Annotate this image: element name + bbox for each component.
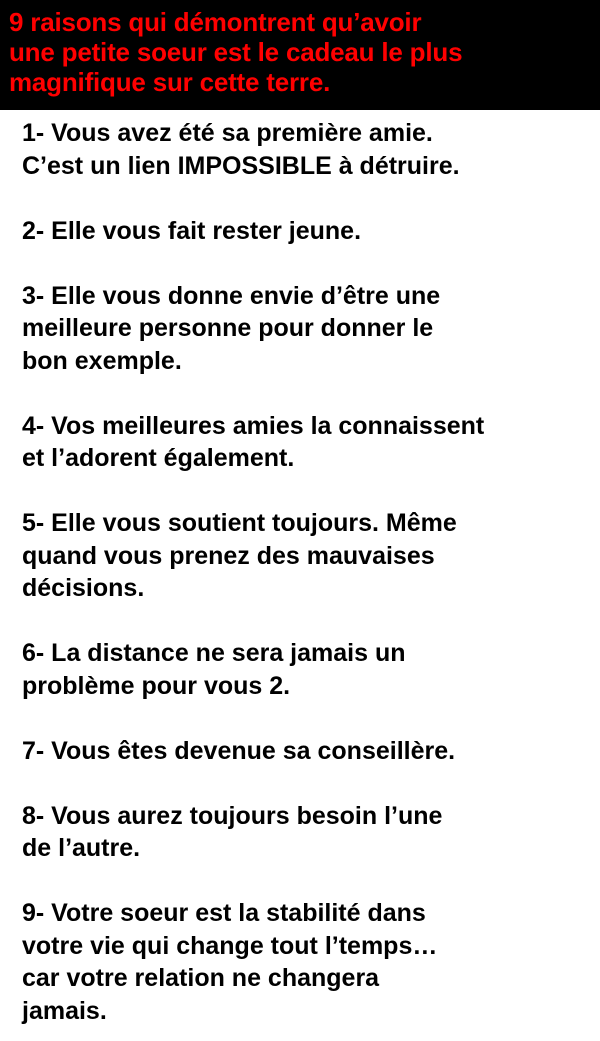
reason-line: car votre relation ne changera: [22, 964, 380, 992]
reason-line: 7- Vous êtes devenue sa conseillère.: [22, 736, 456, 765]
title-line: une petite soeur est le cadeau le plus: [9, 37, 463, 67]
list-item-reason-6: [22, 637, 600, 702]
reasons-list: [22, 117, 600, 1027]
page-title: [9, 7, 594, 97]
reason-line: meilleure personne pour donner le: [22, 314, 434, 342]
reason-line: 4- Vos meilleures amies la connaissent: [22, 411, 485, 440]
reason-line: 2- Elle vous fait rester jeune.: [22, 216, 362, 245]
list-item-reason-5: [22, 507, 600, 605]
list-item-reason-2: [22, 215, 600, 248]
list-item-reason-3: [22, 280, 600, 378]
reason-line: bon exemple.: [22, 346, 182, 375]
reason-line: 9- Votre soeur est la stabilité dans: [22, 899, 426, 927]
list-item-reason-7: [22, 735, 600, 768]
reason-line: C’est un lien IMPOSSIBLE à détruire.: [22, 151, 460, 180]
title-banner: [0, 0, 600, 110]
reason-line: votre vie qui change tout l’temps…: [22, 931, 438, 960]
reason-line: jamais.: [22, 996, 107, 1025]
list-item-reason-1: [22, 117, 600, 182]
reason-line: 6- La distance ne sera jamais un: [22, 639, 406, 667]
reason-line: 3- Elle vous donne envie d’être une: [22, 281, 441, 310]
list-item-reason-4: [22, 410, 600, 475]
title-line: magnifique sur cette terre.: [9, 67, 331, 97]
reason-line: et l’adorent également.: [22, 444, 295, 472]
reason-line: quand vous prenez des mauvaises: [22, 541, 435, 570]
reason-line: 5- Elle vous soutient toujours. Même: [22, 509, 457, 537]
reason-line: de l’autre.: [22, 834, 141, 862]
list-item-reason-8: [22, 800, 600, 865]
reason-line: 1- Vous avez été sa première amie.: [22, 119, 433, 147]
reason-line: problème pour vous 2.: [22, 671, 291, 700]
title-line: 9 raisons qui démontrent qu’avoir: [9, 7, 422, 37]
reason-line: 8- Vous aurez toujours besoin l’une: [22, 801, 443, 830]
reason-line: décisions.: [22, 574, 145, 602]
list-item-reason-9: [22, 897, 600, 1027]
